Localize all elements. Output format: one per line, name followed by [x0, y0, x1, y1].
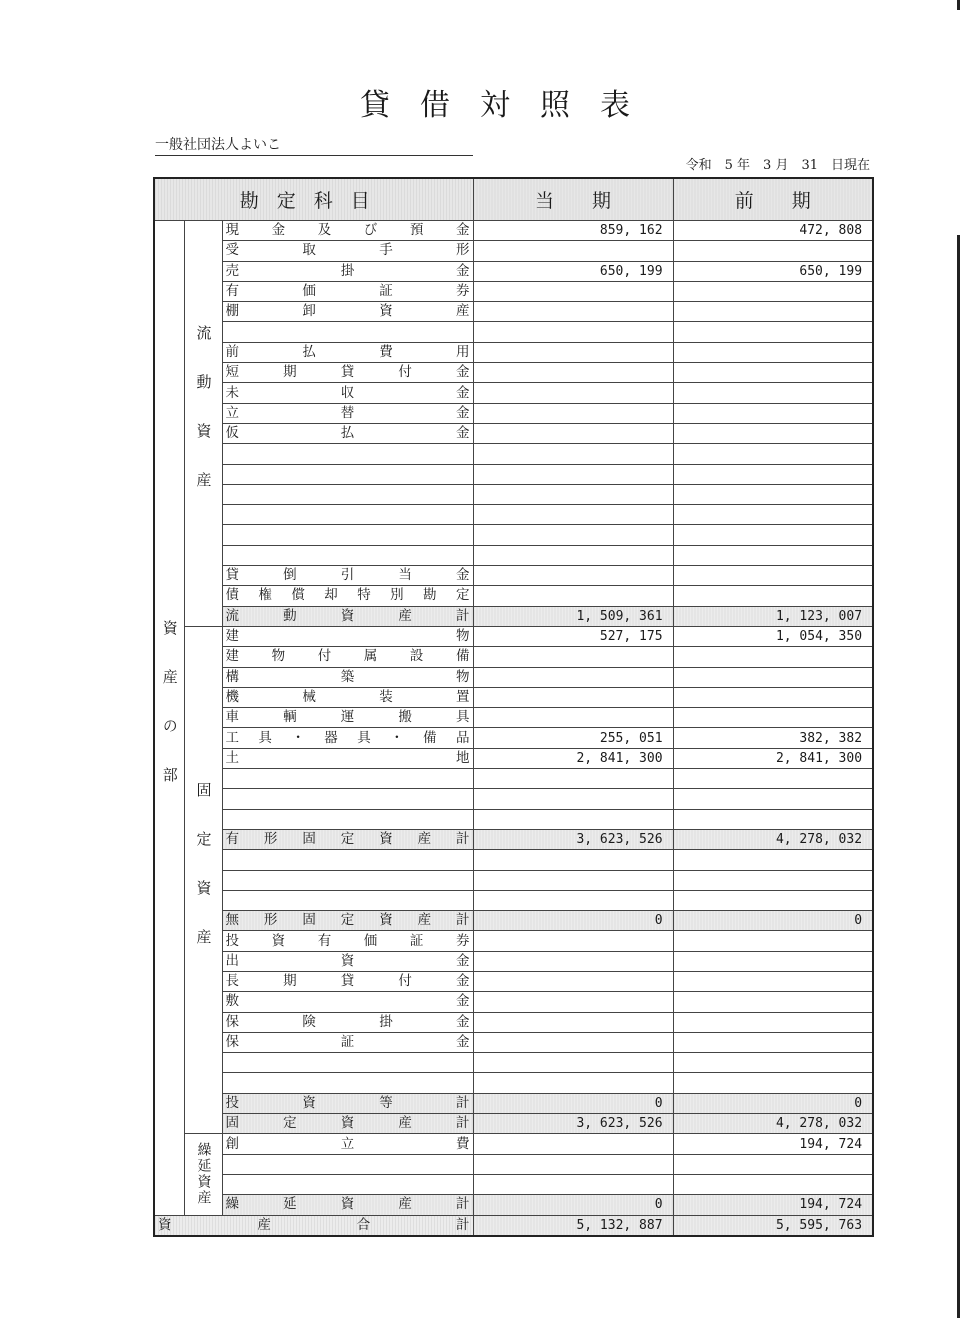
- account-label: [222, 1053, 473, 1073]
- header-previous: 前 期: [673, 178, 873, 221]
- account-label: [222, 1174, 473, 1194]
- previous-period-value: [673, 931, 873, 951]
- account-label: [222, 1154, 473, 1174]
- previous-period-value: [673, 971, 873, 991]
- table-row: [154, 363, 873, 383]
- account-label: [222, 647, 473, 667]
- account-label-text: 固 定 資 産 計: [225, 1115, 470, 1132]
- current-period-value: [473, 850, 673, 870]
- account-label: [222, 342, 473, 362]
- previous-period-value: [673, 586, 873, 606]
- previous-period-value: 194, 724: [673, 1134, 873, 1154]
- current-period-value: [473, 383, 673, 403]
- account-label: [222, 687, 473, 707]
- account-label: [222, 221, 473, 241]
- account-label-text: 立 替 金: [225, 404, 470, 421]
- account-label: [222, 322, 473, 342]
- account-label-text: 有 価 証 券: [225, 283, 470, 300]
- previous-period-value: [673, 1154, 873, 1174]
- table-row: [154, 566, 873, 586]
- table-row: [154, 911, 873, 931]
- account-label-text: 無 形 固 定 資 産 計: [225, 912, 470, 929]
- current-period-value: [473, 769, 673, 789]
- current-period-value: [473, 464, 673, 484]
- account-label-text: 敷 金: [225, 993, 470, 1010]
- account-label-text: 構 築 物: [225, 668, 470, 685]
- table-row: [154, 748, 873, 768]
- previous-period-value: [673, 281, 873, 301]
- previous-period-value: [673, 363, 873, 383]
- report-date: 令和 5 年 3 月 31 日現在: [685, 158, 870, 173]
- account-label: [222, 951, 473, 971]
- previous-period-value: 2, 841, 300: [673, 748, 873, 768]
- table-body: [154, 221, 873, 1236]
- current-period-value: [473, 951, 673, 971]
- account-label: [222, 444, 473, 464]
- table-row: [154, 505, 873, 525]
- table-row: [154, 221, 873, 241]
- account-label: [222, 667, 473, 687]
- current-period-value: 5, 132, 887: [473, 1215, 673, 1236]
- account-label-text: 受 取 手 形: [225, 242, 470, 259]
- account-label-text: 建 物 付 属 設 備: [225, 648, 470, 665]
- table-row: [154, 322, 873, 342]
- table-row: [154, 1012, 873, 1032]
- table-row: [154, 302, 873, 322]
- previous-period-value: [673, 992, 873, 1012]
- account-label-text: 機 械 装 置: [225, 688, 470, 705]
- current-period-value: [473, 1012, 673, 1032]
- previous-period-value: [673, 403, 873, 423]
- account-label: [222, 992, 473, 1012]
- table-row: [154, 1154, 873, 1174]
- section-fixed-assets: 固定資産: [184, 626, 222, 1133]
- previous-period-value: [673, 850, 873, 870]
- current-period-value: 0: [473, 1195, 673, 1215]
- account-label-text: 車 輌 運 搬 具: [225, 709, 470, 726]
- account-label-text: 前 払 費 用: [225, 343, 470, 360]
- table-row: [154, 667, 873, 687]
- table-row: [154, 261, 873, 281]
- current-period-value: [473, 992, 673, 1012]
- account-label: [222, 241, 473, 261]
- table-row: [154, 687, 873, 707]
- account-label: [222, 809, 473, 829]
- current-period-value: [473, 870, 673, 890]
- account-label: [222, 931, 473, 951]
- account-label-text: 流 動 資 産 計: [225, 607, 470, 624]
- previous-period-value: [673, 789, 873, 809]
- previous-period-value: [673, 383, 873, 403]
- previous-period-value: 0: [673, 911, 873, 931]
- page-title: 貸借対照表: [360, 88, 660, 123]
- account-label-text: 有 形 固 定 資 産 計: [225, 831, 470, 848]
- table-row: [154, 1093, 873, 1113]
- table-row: [154, 1134, 873, 1154]
- table-row: [154, 626, 873, 646]
- table-row: [154, 931, 873, 951]
- table-row: [154, 1215, 873, 1236]
- account-label: [222, 708, 473, 728]
- account-label: [222, 1114, 473, 1134]
- account-label: [222, 1093, 473, 1113]
- previous-period-value: [673, 769, 873, 789]
- account-label-text: 現 金 及 び 預 金: [225, 222, 470, 239]
- account-label: [222, 566, 473, 586]
- table-row: [154, 971, 873, 991]
- previous-period-value: 4, 278, 032: [673, 1114, 873, 1134]
- current-period-value: [473, 1174, 673, 1194]
- table-row: [154, 951, 873, 971]
- previous-period-value: 4, 278, 032: [673, 829, 873, 849]
- previous-period-value: [673, 1174, 873, 1194]
- account-label-text: 資 産 合 計: [158, 1216, 470, 1233]
- account-label: [222, 505, 473, 525]
- account-label: [222, 728, 473, 748]
- account-label-text: 短 期 貸 付 金: [225, 364, 470, 381]
- account-label: [154, 1215, 473, 1236]
- previous-period-value: [673, 708, 873, 728]
- current-period-value: [473, 281, 673, 301]
- account-label-text: 棚 卸 資 産: [225, 303, 470, 320]
- table-row: [154, 850, 873, 870]
- current-period-value: [473, 423, 673, 443]
- account-label-text: 建 物: [225, 628, 470, 645]
- account-label: [222, 971, 473, 991]
- previous-period-value: [673, 484, 873, 504]
- current-period-value: [473, 647, 673, 667]
- account-label: [222, 769, 473, 789]
- table-row: [154, 1053, 873, 1073]
- current-period-value: [473, 566, 673, 586]
- current-period-value: [473, 1053, 673, 1073]
- previous-period-value: [673, 687, 873, 707]
- table-row: [154, 403, 873, 423]
- section-current-assets: 流動資産: [184, 221, 222, 627]
- current-period-value: [473, 708, 673, 728]
- account-label-text: 出 資 金: [225, 952, 470, 969]
- table-row: [154, 281, 873, 301]
- current-period-value: [473, 545, 673, 565]
- previous-period-value: 650, 199: [673, 261, 873, 281]
- previous-period-value: [673, 505, 873, 525]
- account-label: [222, 302, 473, 322]
- current-period-value: [473, 890, 673, 910]
- previous-period-value: [673, 342, 873, 362]
- current-period-value: [473, 789, 673, 809]
- current-period-value: [473, 1154, 673, 1174]
- account-label-text: 売 掛 金: [225, 262, 470, 279]
- previous-period-value: 1, 054, 350: [673, 626, 873, 646]
- previous-period-value: 382, 382: [673, 728, 873, 748]
- account-label: [222, 363, 473, 383]
- current-period-value: 527, 175: [473, 626, 673, 646]
- account-label: [222, 1134, 473, 1154]
- account-label: [222, 829, 473, 849]
- current-period-value: [473, 971, 673, 991]
- table-row: [154, 1032, 873, 1052]
- previous-period-value: [673, 302, 873, 322]
- previous-period-value: [673, 890, 873, 910]
- previous-period-value: [673, 667, 873, 687]
- previous-period-value: 0: [673, 1093, 873, 1113]
- table-row: [154, 444, 873, 464]
- account-label: [222, 789, 473, 809]
- account-label: [222, 870, 473, 890]
- account-label-text: 未 収 金: [225, 384, 470, 401]
- table-row: [154, 342, 873, 362]
- current-period-value: 255, 051: [473, 728, 673, 748]
- current-period-value: [473, 363, 673, 383]
- current-period-value: [473, 1134, 673, 1154]
- current-period-value: 3, 623, 526: [473, 829, 673, 849]
- account-label: [222, 403, 473, 423]
- account-label-text: 保 証 金: [225, 1034, 470, 1051]
- table-row: [154, 1114, 873, 1134]
- account-label-text: 工 具 ・ 器 具 ・ 備 品: [225, 729, 470, 746]
- account-label-text: 繰 延 資 産 計: [225, 1196, 470, 1213]
- account-label-text: 保 険 掛 金: [225, 1013, 470, 1030]
- current-period-value: 650, 199: [473, 261, 673, 281]
- account-label-text: 投 資 等 計: [225, 1094, 470, 1111]
- current-period-value: [473, 1032, 673, 1052]
- account-label: [222, 423, 473, 443]
- current-period-value: 1, 509, 361: [473, 606, 673, 626]
- account-label: [222, 464, 473, 484]
- table-row: [154, 606, 873, 626]
- account-label: [222, 1012, 473, 1032]
- previous-period-value: [673, 1073, 873, 1093]
- account-label: [222, 1195, 473, 1215]
- current-period-value: [473, 342, 673, 362]
- current-period-value: [473, 322, 673, 342]
- previous-period-value: [673, 322, 873, 342]
- previous-period-value: [673, 647, 873, 667]
- organization-name: 一般社団法人よいこ: [155, 134, 473, 156]
- current-period-value: [473, 403, 673, 423]
- table-row: [154, 809, 873, 829]
- previous-period-value: [673, 1053, 873, 1073]
- account-label: [222, 606, 473, 626]
- account-label: [222, 850, 473, 870]
- previous-period-value: [673, 525, 873, 545]
- previous-period-value: 1, 123, 007: [673, 606, 873, 626]
- current-period-value: [473, 505, 673, 525]
- current-period-value: [473, 931, 673, 951]
- current-period-value: [473, 809, 673, 829]
- table-row: [154, 484, 873, 504]
- account-label: [222, 626, 473, 646]
- account-label-text: 投 資 有 価 証 券: [225, 932, 470, 949]
- current-period-value: 2, 841, 300: [473, 748, 673, 768]
- account-label: [222, 911, 473, 931]
- previous-period-value: 5, 595, 763: [673, 1215, 873, 1236]
- table-row: [154, 423, 873, 443]
- account-label: [222, 586, 473, 606]
- table-row: [154, 1073, 873, 1093]
- current-period-value: 0: [473, 911, 673, 931]
- current-period-value: [473, 484, 673, 504]
- table-row: [154, 647, 873, 667]
- previous-period-value: [673, 1032, 873, 1052]
- current-period-value: [473, 444, 673, 464]
- account-label: [222, 281, 473, 301]
- current-period-value: [473, 302, 673, 322]
- account-label-text: 債 権 償 却 特 別 勘 定: [225, 587, 470, 604]
- current-period-value: [473, 687, 673, 707]
- current-period-value: 0: [473, 1093, 673, 1113]
- table-row: [154, 241, 873, 261]
- table-row: [154, 728, 873, 748]
- previous-period-value: [673, 1012, 873, 1032]
- account-label: [222, 261, 473, 281]
- table-row: [154, 525, 873, 545]
- current-period-value: [473, 586, 673, 606]
- table-row: [154, 545, 873, 565]
- section-deferred-assets: 繰延資産: [184, 1134, 222, 1215]
- table-row: [154, 383, 873, 403]
- current-period-value: [473, 241, 673, 261]
- header-account: 勘定科目: [154, 178, 473, 221]
- table-row: [154, 708, 873, 728]
- previous-period-value: [673, 951, 873, 971]
- account-label-text: 土 地: [225, 749, 470, 766]
- account-label-text: 仮 払 金: [225, 425, 470, 442]
- previous-period-value: [673, 464, 873, 484]
- account-label: [222, 545, 473, 565]
- current-period-value: 859, 162: [473, 221, 673, 241]
- current-period-value: 3, 623, 526: [473, 1114, 673, 1134]
- table-row: [154, 890, 873, 910]
- previous-period-value: [673, 444, 873, 464]
- table-row: [154, 1174, 873, 1194]
- previous-period-value: 194, 724: [673, 1195, 873, 1215]
- balance-sheet-table: [153, 177, 874, 1237]
- account-label-text: 長 期 貸 付 金: [225, 973, 470, 990]
- previous-period-value: [673, 241, 873, 261]
- table-row: [154, 464, 873, 484]
- table-row: [154, 586, 873, 606]
- table-row: [154, 992, 873, 1012]
- account-label: [222, 748, 473, 768]
- account-label: [222, 484, 473, 504]
- previous-period-value: [673, 809, 873, 829]
- table-row: [154, 1195, 873, 1215]
- table-row: [154, 769, 873, 789]
- previous-period-value: [673, 870, 873, 890]
- account-label: [222, 1073, 473, 1093]
- previous-period-value: [673, 566, 873, 586]
- table-row: [154, 789, 873, 809]
- table-row: [154, 870, 873, 890]
- previous-period-value: [673, 545, 873, 565]
- account-label: [222, 890, 473, 910]
- account-label: [222, 525, 473, 545]
- section-assets: 資産の部: [154, 221, 184, 1216]
- current-period-value: [473, 667, 673, 687]
- table-row: [154, 829, 873, 849]
- account-label-text: 貸 倒 引 当 金: [225, 567, 470, 584]
- account-label: [222, 383, 473, 403]
- current-period-value: [473, 1073, 673, 1093]
- account-label: [222, 1032, 473, 1052]
- previous-period-value: 472, 808: [673, 221, 873, 241]
- account-label-text: 創 立 費: [225, 1135, 470, 1152]
- current-period-value: [473, 525, 673, 545]
- previous-period-value: [673, 423, 873, 443]
- header-current: 当 期: [473, 178, 673, 221]
